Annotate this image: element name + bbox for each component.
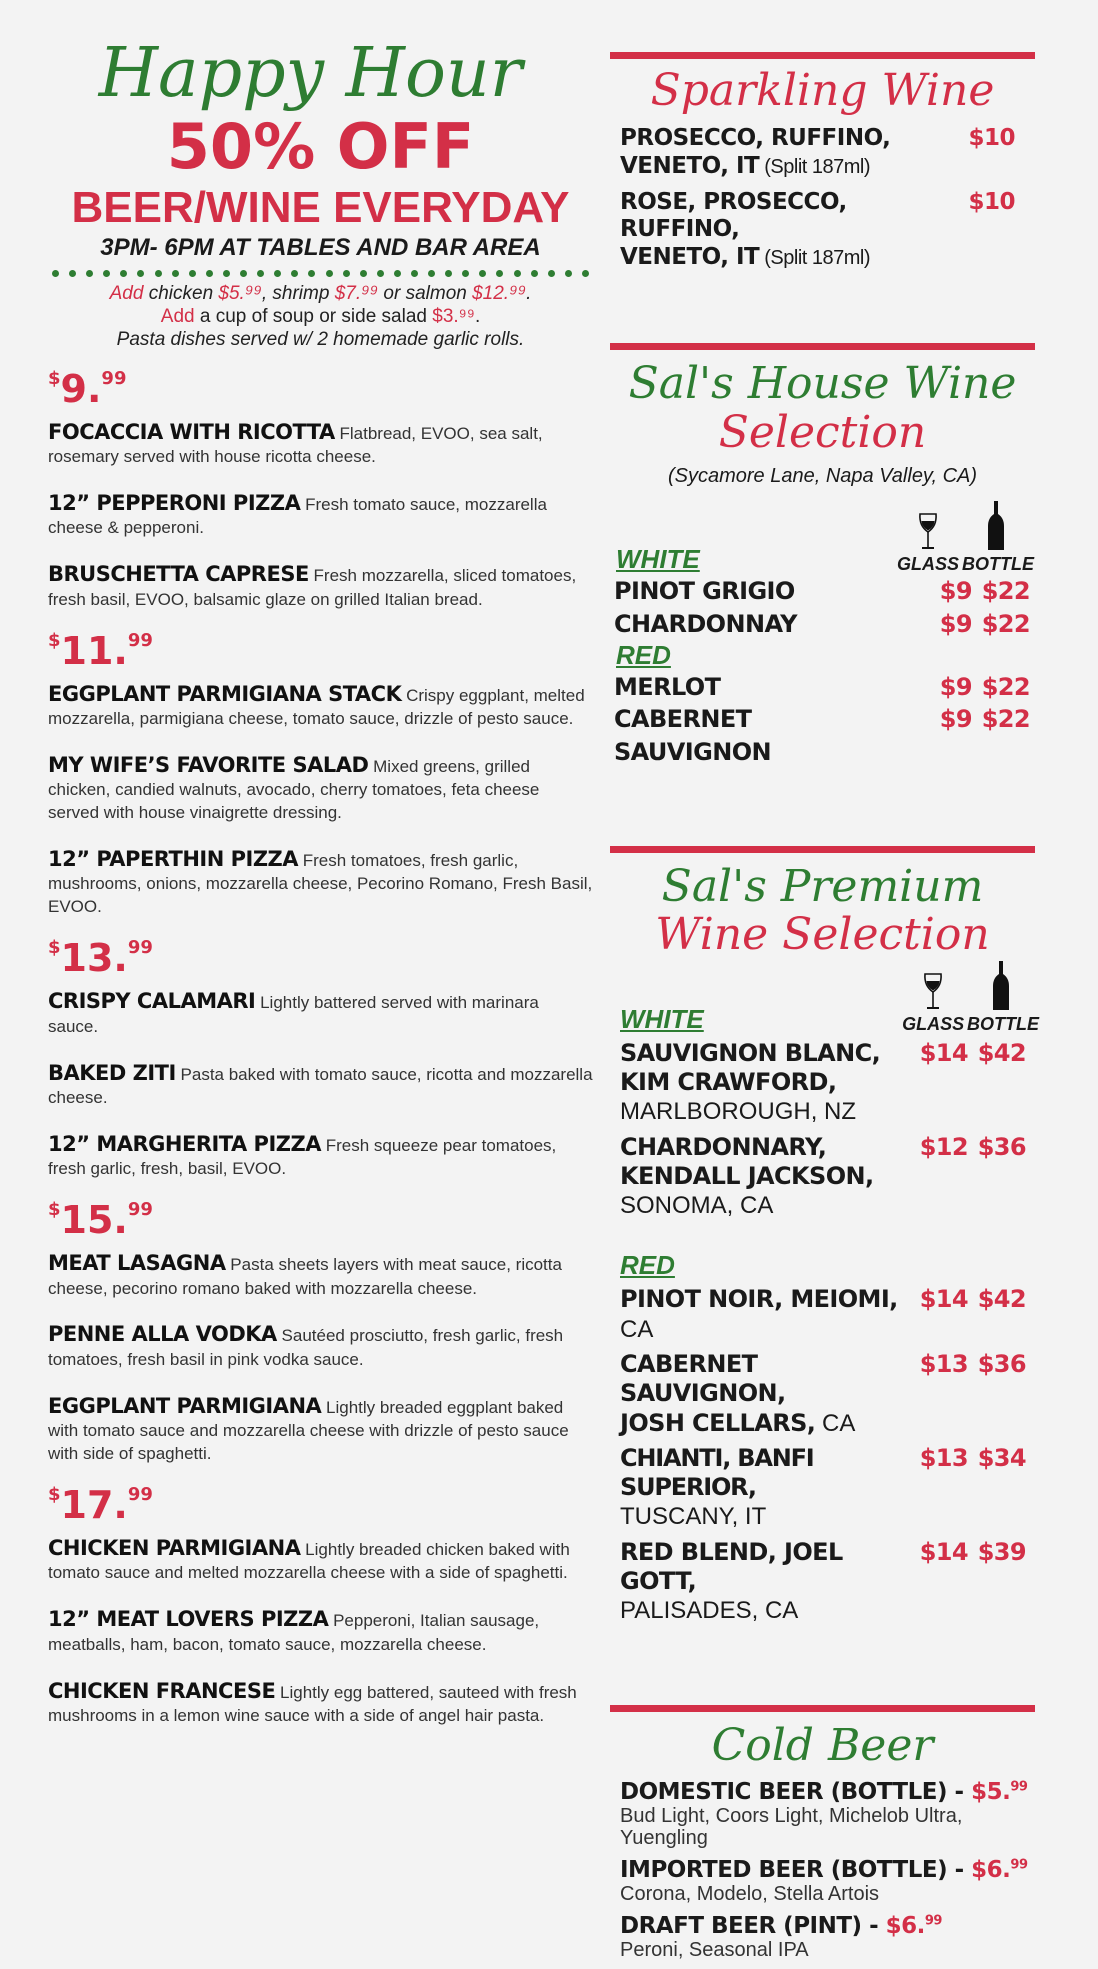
wine-glass-icon [917, 512, 939, 552]
section-divider-bar [610, 846, 1035, 853]
category-white: WHITE [620, 1003, 704, 1034]
price-tier-heading: $9.99 [48, 366, 127, 411]
menu-item [48, 751, 593, 825]
menu-item-name: FOCACCIA WITH RICOTTA [48, 419, 335, 444]
beer-list [610, 1779, 1035, 1961]
menu-item-name: MEAT LASAGNA [48, 1251, 226, 1276]
menu-item-name: 12” PEPPERONI PIZZA [48, 491, 301, 516]
menu-item-name: EGGPLANT PARMIGIANA [48, 1393, 322, 1418]
menu-item-description: Crispy eggplant, melted mozzarella, parmigiana cheese, tomato sauce, drizzle of pesto sauce. [48, 685, 585, 728]
sparkling-price: $10 [968, 125, 1015, 152]
menu-item-name: EGGPLANT PARMIGIANA STACK [48, 681, 402, 706]
section-divider-bar [610, 343, 1035, 350]
house-white-header [616, 500, 1035, 575]
food-column [48, 34, 593, 1748]
menu-item-description: Lightly battered served with marinara sauce. [48, 993, 539, 1036]
menu-item-description: Pasta baked with tomato sauce, ricotta and mozzarella cheese. [48, 1064, 593, 1107]
addon-line-garlic-rolls: Pasta dishes served w/ 2 homemade garlic rolls. [116, 328, 525, 350]
house-wine-title-l2: Selection [718, 406, 927, 458]
price-tier-heading: $11.99 [48, 628, 153, 673]
menu-item-description: Lightly egg battered, sauteed with fresh mushrooms in a lemon wine sauce with a side of angel hair pasta. [48, 1682, 577, 1725]
menu-item [48, 1320, 593, 1371]
beer-item: DOMESTIC BEER (BOTTLE) - $5.99 Bud Light, Coors Light, Michelob Ultra, Yuengling [620, 1778, 1028, 1849]
premium-wine-row: CHIANTI, BANFI SUPERIOR, TUSCANY, IT $13 $34 [620, 1443, 1026, 1531]
sparkling-item: PROSECCO, RUFFINO, VENETO, IT (Split 187ml) $10 [620, 125, 1015, 179]
wine-bottle-icon [987, 500, 1005, 552]
wine-row: MERLOT $9 $22 [614, 672, 1030, 701]
glass-column-header: GLASS [899, 972, 967, 1035]
menu-item [48, 1130, 593, 1181]
price-tier-heading: $15.99 [48, 1198, 153, 1243]
premium-wine-title-l2: Wine Selection [655, 909, 990, 961]
menu-item-description: Lightly breaded chicken baked with tomato sauce and melted mozzarella cheese with a side of spaghetti. [48, 1539, 570, 1583]
house-wine-origin: (Sycamore Lane, Napa Valley, CA) [667, 465, 978, 488]
drinks-column [610, 52, 1039, 1969]
menu-item-description: Sautéed prosciutto, fresh garlic, fresh tomatoes, fresh basil in pink vodka sauce. [48, 1326, 564, 1369]
menu-item [48, 418, 593, 469]
price-tier-heading: $13.99 [48, 936, 153, 981]
premium-red-header [620, 1250, 1035, 1281]
menu-item-description: Fresh tomato sauce, mozzarella cheese & pepperoni. [48, 495, 547, 538]
menu-item-description: Pepperoni, Italian sausage, meatballs, ham, bacon, tomato sauce, mozzarella cheese. [48, 1611, 540, 1654]
menu-item-name: PENNE ALLA VODKA [48, 1322, 277, 1347]
cold-beer-title: Cold Beer [711, 1720, 934, 1772]
menu-item [48, 1534, 593, 1585]
menu-item-name: 12” PAPERTHIN PIZZA [48, 847, 299, 872]
food-sections [48, 366, 593, 1728]
premium-wine-row: SAUVIGNON BLANC, KIM CRAWFORD, MARLBOROUGH, NZ $14 $42 [620, 1038, 1026, 1126]
discount-headline: 50% OFF [166, 110, 475, 183]
menu-item-description: Mixed greens, grilled chicken, candied walnuts, avocado, cherry tomatoes, feta cheese served with house vinaigrette dressing. [48, 756, 540, 823]
menu-item-name: 12” MEAT LOVERS PIZZA [48, 1607, 329, 1632]
category-white: WHITE [616, 544, 700, 575]
happy-hour-time: 3PM- 6PM AT TABLES AND BAR AREA [100, 234, 541, 262]
glass-column-header: GLASS [894, 512, 962, 575]
menu-item [48, 560, 593, 611]
happy-hour-title: Happy Hour [98, 34, 523, 113]
dotted-divider [48, 270, 593, 277]
beer-item: IMPORTED BEER (BOTTLE) - $6.99 Corona, Modelo, Stella Artois [620, 1856, 1028, 1905]
sparkling-list [610, 125, 1035, 271]
menu-item [48, 489, 593, 540]
menu-item-name: BAKED ZITI [48, 1060, 176, 1085]
addon-line-protein: Add chicken $5.⁹⁹, shrimp $7.⁹⁹ or salmon $12.⁹⁹. [109, 283, 532, 305]
menu-item-name: 12” MARGHERITA PIZZA [48, 1131, 321, 1156]
premium-white-header [620, 960, 1039, 1035]
price-tier-heading: $17.99 [48, 1482, 153, 1527]
menu-item [48, 680, 593, 731]
menu-item [48, 1249, 593, 1300]
menu-item [48, 1677, 593, 1728]
beer-item: DRAFT BEER (PINT) - $6.99 Peroni, Seasonal IPA [620, 1912, 942, 1961]
menu-item-name: BRUSCHETTA CAPRESE [48, 562, 309, 587]
menu-item-name: MY WIFE’S FAVORITE SALAD [48, 752, 369, 777]
beer-wine-everyday: BEER/WINE EVERYDAY [71, 183, 570, 232]
wine-row: CABERNET SAUVIGNON $9 $22 [614, 705, 1030, 766]
menu-item-description: Flatbread, EVOO, sea salt, rosemary served with house ricotta cheese. [48, 423, 543, 467]
menu-item-description: Fresh squeeze pear tomatoes, fresh garlic, fresh, basil, EVOO. [48, 1135, 557, 1179]
bottle-column-header: BOTTLE [967, 960, 1035, 1035]
menu-item-name: CHICKEN PARMIGIANA [48, 1535, 301, 1560]
premium-wine-title-l1: Sal's Premium [661, 861, 984, 913]
sparkling-wine-title: Sparkling Wine [650, 65, 995, 116]
house-red-header [616, 640, 1035, 671]
wine-row: CHARDONNAY $9 $22 [614, 609, 1030, 638]
house-wine-title-l1: Sal's House Wine [628, 358, 1017, 410]
menu-item-description: Lightly breaded eggplant baked with tomato sauce and mozzarella cheese with drizzle of pesto sauce with side of spaghetti. [48, 1397, 569, 1464]
premium-wine-row: PINOT NOIR, MEIOMI, CA $14 $42 [620, 1285, 1026, 1343]
wine-bottle-icon [992, 960, 1010, 1012]
addon-line-soup: Add a cup of soup or side salad $3.⁹⁹. [160, 306, 481, 328]
menu-item-name: CRISPY CALAMARI [48, 989, 256, 1014]
menu-item [48, 1605, 593, 1656]
section-divider-bar [610, 52, 1035, 59]
category-red: RED [620, 1250, 675, 1281]
menu-item-name: CHICKEN FRANCESE [48, 1678, 276, 1703]
menu-item [48, 1392, 593, 1466]
menu-item [48, 1059, 593, 1110]
premium-wine-row: CHARDONNARY, KENDALL JACKSON, SONOMA, CA $12 $36 [620, 1132, 1026, 1220]
sparkling-item: ROSE, PROSECCO, RUFFINO, VENETO, IT (Split 187ml) $10 [620, 188, 1015, 270]
sparkling-price: $10 [968, 188, 1015, 215]
wine-glass-icon [922, 972, 944, 1012]
menu-item-description: Fresh tomatoes, fresh garlic, mushrooms, onions, mozzarella cheese, Pecorino Romano, Fresh Basil, EVOO. [48, 851, 593, 917]
menu-item [48, 987, 593, 1038]
wine-row: PINOT GRIGIO $9 $22 [614, 577, 1030, 606]
premium-wine-row: CABERNET SAUVIGNON, JOSH CELLARS, CA $13 $36 [620, 1350, 1026, 1437]
premium-wine-row: RED BLEND, JOEL GOTT, PALISADES, CA $14 $39 [620, 1537, 1026, 1625]
bottle-column-header: BOTTLE [962, 500, 1030, 575]
menu-item [48, 845, 593, 919]
category-red: RED [616, 639, 671, 670]
menu-item-description: Fresh mozzarella, sliced tomatoes, fresh basil, EVOO, balsamic glaze on grilled Italian bread. [48, 566, 577, 609]
section-divider-bar [610, 1705, 1035, 1712]
menu-item-description: Pasta sheets layers with meat sauce, ricotta cheese, pecorino romano baked with mozzarella cheese. [48, 1255, 562, 1298]
